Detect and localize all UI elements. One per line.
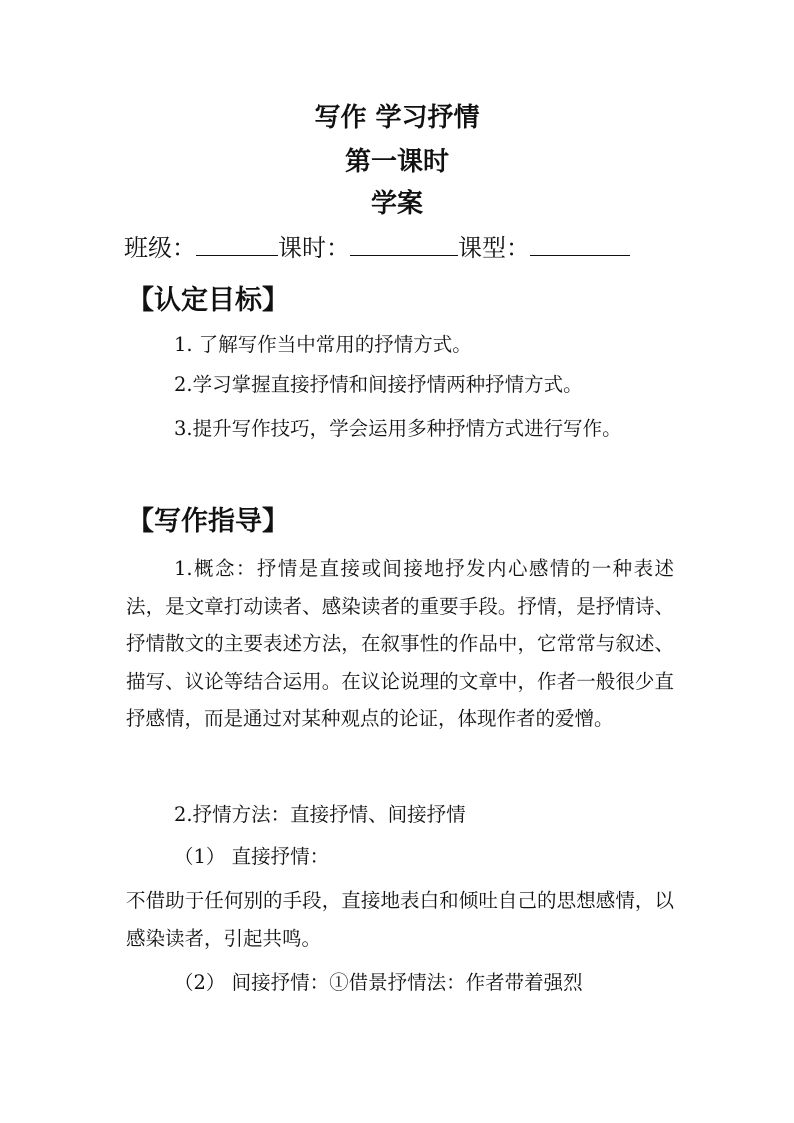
class-label: 班级： [124,234,196,262]
document-type: 学案 [370,189,423,219]
direct-lyric-text: 不借助于任何别的手段，直接地表白和倾吐自己的思想感情，以感染读者，引起共鸣。 [126,889,674,950]
document-title: 写作 学习抒情 [314,103,480,133]
guidance-heading: 【写作指导】 [127,506,289,537]
indirect-lyric-line: （2） 间接抒情：①借景抒情法：作者带着强烈 [174,971,583,994]
goal-item-3: 3.提升写作技巧，学会运用多种抒情方式进行写作。 [174,417,622,440]
direct-lyric-label: （1） 直接抒情： [174,845,330,868]
info-row [124,229,684,265]
period-blank [350,229,458,256]
goal-item-1: 1. 了解写作当中常用的抒情方式。 [174,333,472,356]
lesson-type-label: 课型： [458,234,530,262]
class-blank [196,229,278,256]
goals-heading: 【认定目标】 [127,285,289,316]
period-label: 课时： [278,234,350,262]
lesson-type-blank [530,229,630,256]
concept-paragraph: 1.概念：抒情是直接或间接地抒发内心感情的一种表述法，是文章打动读者、感染读者的重要手段。抒情，是抒情诗、抒情散文的主要表述方法，在叙事性的作品中，它常常与叙述、描写、议论等结合运用。在议论说理的文章中，作者一般很少直抒感情，而是通过对某种观点的论证，体现作者的爱憎。 [126,557,674,731]
methods-line: 2.抒情方法：直接抒情、间接抒情 [174,803,466,826]
lesson-number: 第一课时 [344,147,449,177]
goal-item-2: 2.学习掌握直接抒情和间接抒情两种抒情方式。 [174,373,583,396]
